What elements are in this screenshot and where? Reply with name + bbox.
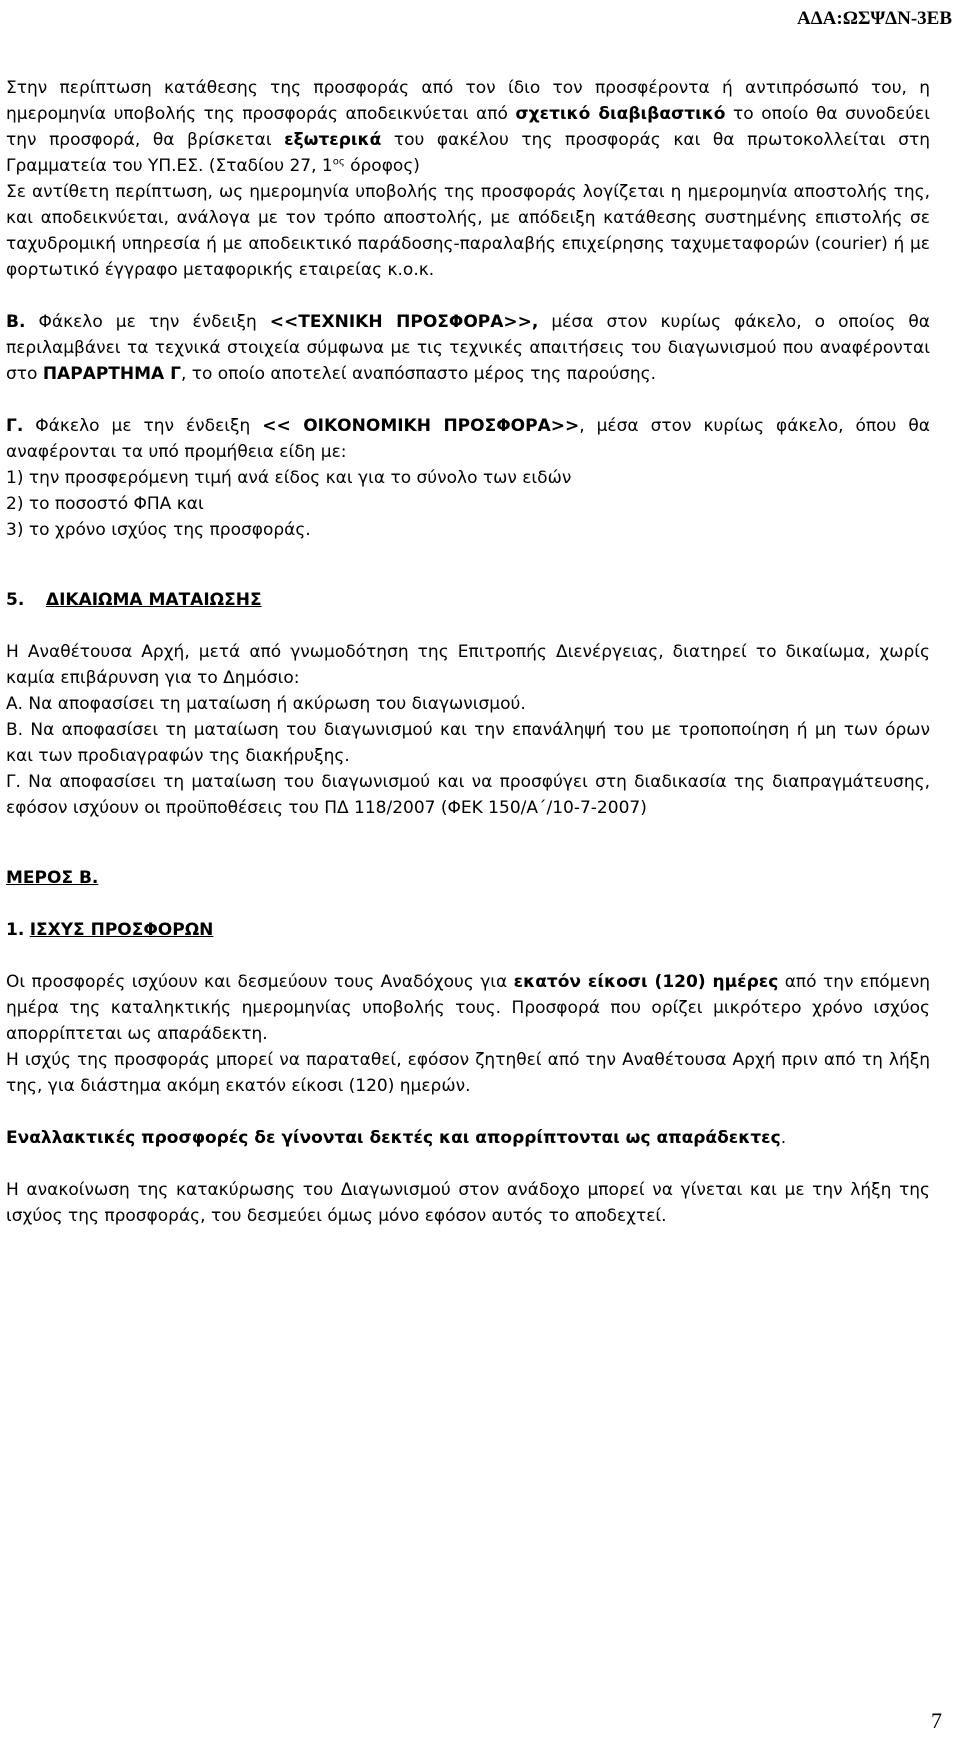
superscript: ος: [332, 156, 345, 168]
text: από την επόμενη ημέρα της καταληκτικής ημερομηνίας υποβολής τους. Προσφορά που ορίζει μικρότερο χρόνο ισχύος απορρίπτεται ως απαράδεκτη.: [6, 972, 930, 1044]
paragraph-award-notice: Η ανακοίνωση της κατακύρωσης του Διαγωνισμού στον ανάδοχο μπορεί να γίνεται και με την λήξη της ισχύος της προσφοράς, του δεσμεύει όμως μόνο εφόσον αυτός το αποδεχτεί.: [6, 1180, 930, 1226]
list-item: Γ. Να αποφασίσει τη ματαίωση του διαγωνισμού και να προσφύγει στη διαδικασία της διαπραγμάτευσης, εφόσον ισχύουν οι προϋποθέσεις του ΠΔ 118/2007 (ΦΕΚ 150/Α΄/10-7-2007): [6, 772, 930, 818]
paragraph-offer-validity: [6, 969, 930, 1047]
bold-text: <<ΤΕΧΝΙΚΗ ΠΡΟΣΦΟΡΑ>>,: [269, 312, 539, 332]
list-item: 2) το ποσοστό ΦΠΑ και: [6, 494, 204, 514]
section-number: 5.: [6, 590, 25, 610]
paragraph-cancellation-intro: Η Αναθέτουσα Αρχή, μετά από γνωμοδότηση της Επιτροπής Διενέργειας, διατηρεί το δικαίωμα, χωρίς καμία επιβάρυνση για το Δημόσιο:: [6, 642, 930, 688]
text: .: [780, 1128, 787, 1148]
part-heading: [6, 865, 930, 891]
paragraph-submission-postal: Σε αντίθετη περίπτωση, ως ημερομηνία υποβολής της προσφοράς λογίζεται η ημερομηνία αποστολής της, και αποδεικνύεται, ανάλογα με τον τρόπο αποστολής, με απόδειξη κατάθεσης συστημένης επιστολής σε ταχυδρομική υπηρεσία ή με αποδεικτικό παράδοσης-παραλαβής επιχείρησης ταχυμεταφορών (courier) ή με φορτωτικό έγγραφο μεταφορικής εταιρείας κ.ο.κ.: [6, 182, 930, 280]
paragraph-validity-extension: Η ισχύς της προσφοράς μπορεί να παραταθεί, εφόσον ζητηθεί από την Αναθέτουσα Αρχή πριν από τη λήξη της, για διάστημα ακόμη εκατόν είκοσι (120) ημερών.: [6, 1050, 930, 1096]
document-body: [6, 75, 930, 1229]
section-number: 1.: [6, 920, 25, 940]
bold-text: εξωτερικά: [284, 130, 382, 150]
list-item: 1) την προσφερόμενη τιμή ανά είδος και για το σύνολο των ειδών: [6, 468, 572, 488]
item-label: Β.: [6, 312, 26, 332]
text: Φάκελο με την ένδειξη: [23, 416, 263, 436]
bold-text: σχετικό διαβιβαστικό: [515, 104, 726, 124]
text: Φάκελο με την ένδειξη: [25, 312, 270, 332]
bold-text: Εναλλακτικές προσφορές δε γίνονται δεκτές και απορρίπτονται ως απαράδεκτες: [6, 1128, 781, 1148]
text: , το οποίο αποτελεί αναπόσπαστο μέρος της παρούσης.: [180, 364, 656, 384]
text: το οποίο θα συνοδεύει την προσφορά, θα βρίσκεται: [6, 104, 930, 150]
text: , μέσα στον κυρίως φάκελο, όπου θα αναφέρονται τα υπό προμήθεια είδη με:: [6, 416, 930, 462]
bold-text: ΠΑΡΑΡΤΗΜΑ Γ: [42, 364, 181, 384]
paragraph-submission-delivery: [6, 75, 930, 179]
part-title: ΜΕΡΟΣ Β.: [6, 868, 99, 888]
text: Στην περίπτωση κατάθεσης της προσφοράς από τον ίδιο τον προσφέροντα ή αντιπρόσωπό του, η ημερομηνία υποβολής της προσφοράς αποδεικνύεται από: [6, 78, 930, 124]
item-label: Γ.: [6, 416, 24, 436]
list-item: Β. Να αποφασίσει τη ματαίωση του διαγωνισμού και την επανάληψή του με τροποποίηση ή μη των όρων και των προδιαγραφών της διακήρυξης.: [6, 720, 930, 766]
document-code: ΑΔΑ:ΩΣΨΔΝ-3ΕΒ: [797, 8, 952, 29]
paragraph-technical-offer: [6, 309, 930, 387]
list-item: 3) το χρόνο ισχύος της προσφοράς.: [6, 520, 311, 540]
section-title: ΔΙΚΑΙΩΜΑ ΜΑΤΑΙΩΣΗΣ: [45, 590, 262, 610]
list-item: Α. Να αποφασίσει τη ματαίωση ή ακύρωση του διαγωνισμού.: [6, 694, 526, 714]
bold-text: εκατόν είκοσι (120) ημέρες: [513, 972, 779, 992]
section-heading: [6, 587, 930, 613]
paragraph-alternative-offers: [6, 1125, 930, 1151]
bold-text: << ΟΙΚΟΝΟΜΙΚΗ ΠΡΟΣΦΟΡΑ>>: [262, 416, 580, 436]
text: μέσα στον κυρίως φάκελο, ο οποίος θα περιλαμβάνει τα τεχνικά στοιχεία σύμφωνα με τις τεχνικές απαιτήσεις του διαγωνισμού που αναφέρονται στο: [6, 312, 930, 384]
section-heading: [6, 917, 930, 943]
paragraph-financial-offer: [6, 413, 930, 465]
text: όροφος): [344, 156, 420, 176]
text: Οι προσφορές ισχύουν και δεσμεύουν τους Αναδόχους για: [6, 972, 514, 992]
section-title: ΙΣΧΥΣ ΠΡΟΣΦΟΡΩΝ: [29, 920, 214, 940]
text: του φακέλου της προσφοράς και θα πρωτοκολλείται στη Γραμματεία του ΥΠ.ΕΣ. (Σταδίου 27, 1: [6, 130, 930, 176]
page-number: 7: [931, 1708, 942, 1733]
